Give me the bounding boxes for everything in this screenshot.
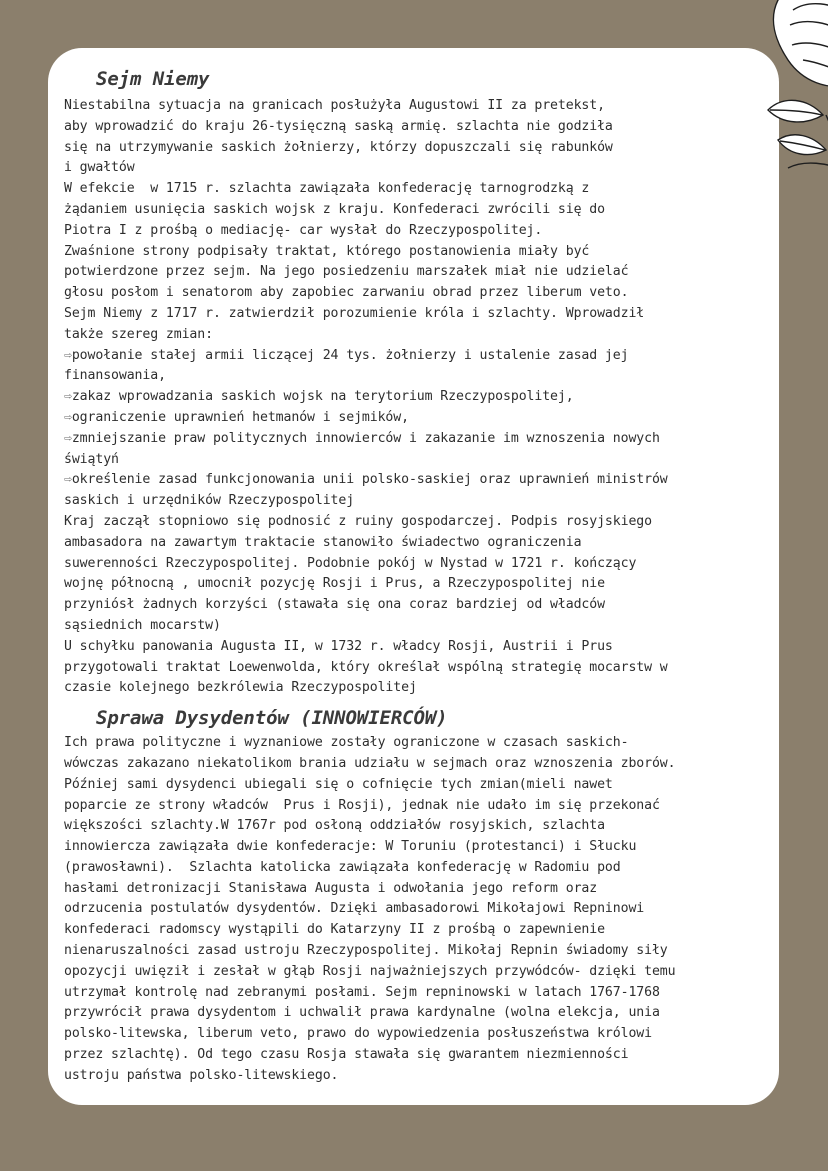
- document-body: [64, 62, 782, 1087]
- paragraph: Niestabilna sytuacja na granicach posłużyła Augustowi II za pretekst, aby wprowadzić do kraju 26-tysięczną saską armię. szlachta nie godziła się na utrzymywanie saskich żołnierzy, którzy dopuszczali się rabunków i gwałtów: [64, 98, 613, 176]
- section-title-sprawa-dysydentow: Sprawa Dysydentów (INNOWIERCÓW): [96, 707, 448, 730]
- arrow-right-icon: ⇨: [64, 430, 72, 446]
- list-item-text: ograniczenie uprawnień hetmanów i sejmików,: [71, 409, 409, 425]
- list-item-text: określenie zasad funkcjonowania unii polsko-saskiej oraz uprawnień ministrów saskich i urzędników Rzeczypospolitej: [64, 472, 668, 509]
- arrow-right-icon: ⇨: [64, 347, 72, 363]
- paragraph: U schyłku panowania Augusta II, w 1732 r. władcy Rosji, Austrii i Prus przygotowali traktat Loewenwolda, który określał wspólną strategię mocarstw w czasie kolejnego bezkrólewia Rzeczypospolitej: [64, 638, 668, 696]
- list-item-text: zmniejszanie praw politycznych innowierców i zakazanie im wznoszenia nowych świątyń: [64, 430, 660, 467]
- paragraph: Ich prawa polityczne i wyznaniowe zostały ograniczone w czasach saskich- wówczas zakazano niekatolikom brania udziału w sejmach oraz wznoszenia zborów. Później sami dysydenci ubiegali się o cofnięcie tych zmian(mieli nawet poparcie ze strony władców Prus i Rosji), jednak nie udało im się przekonać większości szlachty.W 1767r pod osłoną oddziałów rosyjskich, szlachta innowiercza zawiązała dwie konfederacje: W Toruniu (protestanci) i Słucku (prawosławni). Szlachta katolicka zawiązała konfederację w Radomiu pod hasłami detronizacji Stanisława Augusta i odwołania jego reform oraz odrzucenia postulatów dysydentów. Dzięki ambasadorowi Mikołajowi Repninowi konfederaci radomscy wystąpili do Katarzyny II z prośbą o zapewnienie nienaruszalności zasad ustroju Rzeczypospolitej. Mikołaj Repnin świadomy siły opozycji uwięził i zesłał w głąb Rosji najważniejszych przywódców- dzięki temu utrzymał kontrolę nad zebranymi posłami. Sejm repninowski w latach 1767-1768 przywrócił prawa dysydentom i uchwalił prawa kardynalne (wolna elekcja, unia polsko-litewska, liberum veto, prawo do wypowiedzenia posłuszeństwa królowi przez szlachtę). Od tego czasu Rosja stawała się gwarantem niezmienności ustroju państwa polsko-litewskiego.: [64, 735, 676, 1083]
- paragraph: Kraj zaczął stopniowo się podnosić z ruiny gospodarczej. Podpis rosyjskiego ambasadora na zawartym traktacie stanowiło świadectwo ograniczenia suwerenności Rzeczypospolitej. Podobnie pokój w Nystad w 1721 r. kończący wojnę północną , umocnił pozycję Rosji i Prus, a Rzeczypospolitej nie przyniósł żadnych korzyści (stawała się ona coraz bardziej od władców sąsiednich mocarstw): [64, 513, 652, 633]
- arrow-right-icon: ⇨: [64, 389, 72, 405]
- paragraph: Zwaśnione strony podpisały traktat, którego postanowienia miały być potwierdzone przez sejm. Na jego posiedzeniu marszałek miał nie udzielać głosu posłom i senatorom aby zapobiec zarwaniu obrad przez liberum veto.: [64, 243, 629, 301]
- arrow-right-icon: ⇨: [64, 472, 72, 488]
- list-item-text: zakaz wprowadzania saskich wojsk na terytorium Rzeczypospolitej,: [71, 389, 574, 405]
- paragraph: Sejm Niemy z 1717 r. zatwierdził porozumienie króla i szlachty. Wprowadził także szereg zmian:: [64, 305, 645, 342]
- list-item: [64, 346, 782, 388]
- list-item: [64, 408, 782, 429]
- section-title-sejm-niemy: Sejm Niemy: [96, 68, 210, 90]
- list-item-text: powołanie stałej armii liczącej 24 tys. żołnierzy i ustalenie zasad jej finansowania,: [64, 347, 629, 384]
- arrow-right-icon: ⇨: [64, 409, 72, 425]
- paragraph: W efekcie w 1715 r. szlachta zawiązała konfederację tarnogrodzką z żądaniem usunięcia saskich wojsk z kraju. Konfederaci zwrócili się do Piotra I z prośbą o mediację- car wysłał do Rzeczypospolitej.: [64, 181, 605, 238]
- list-item: [64, 429, 782, 471]
- list-item: [64, 387, 782, 408]
- list-item: [64, 470, 782, 512]
